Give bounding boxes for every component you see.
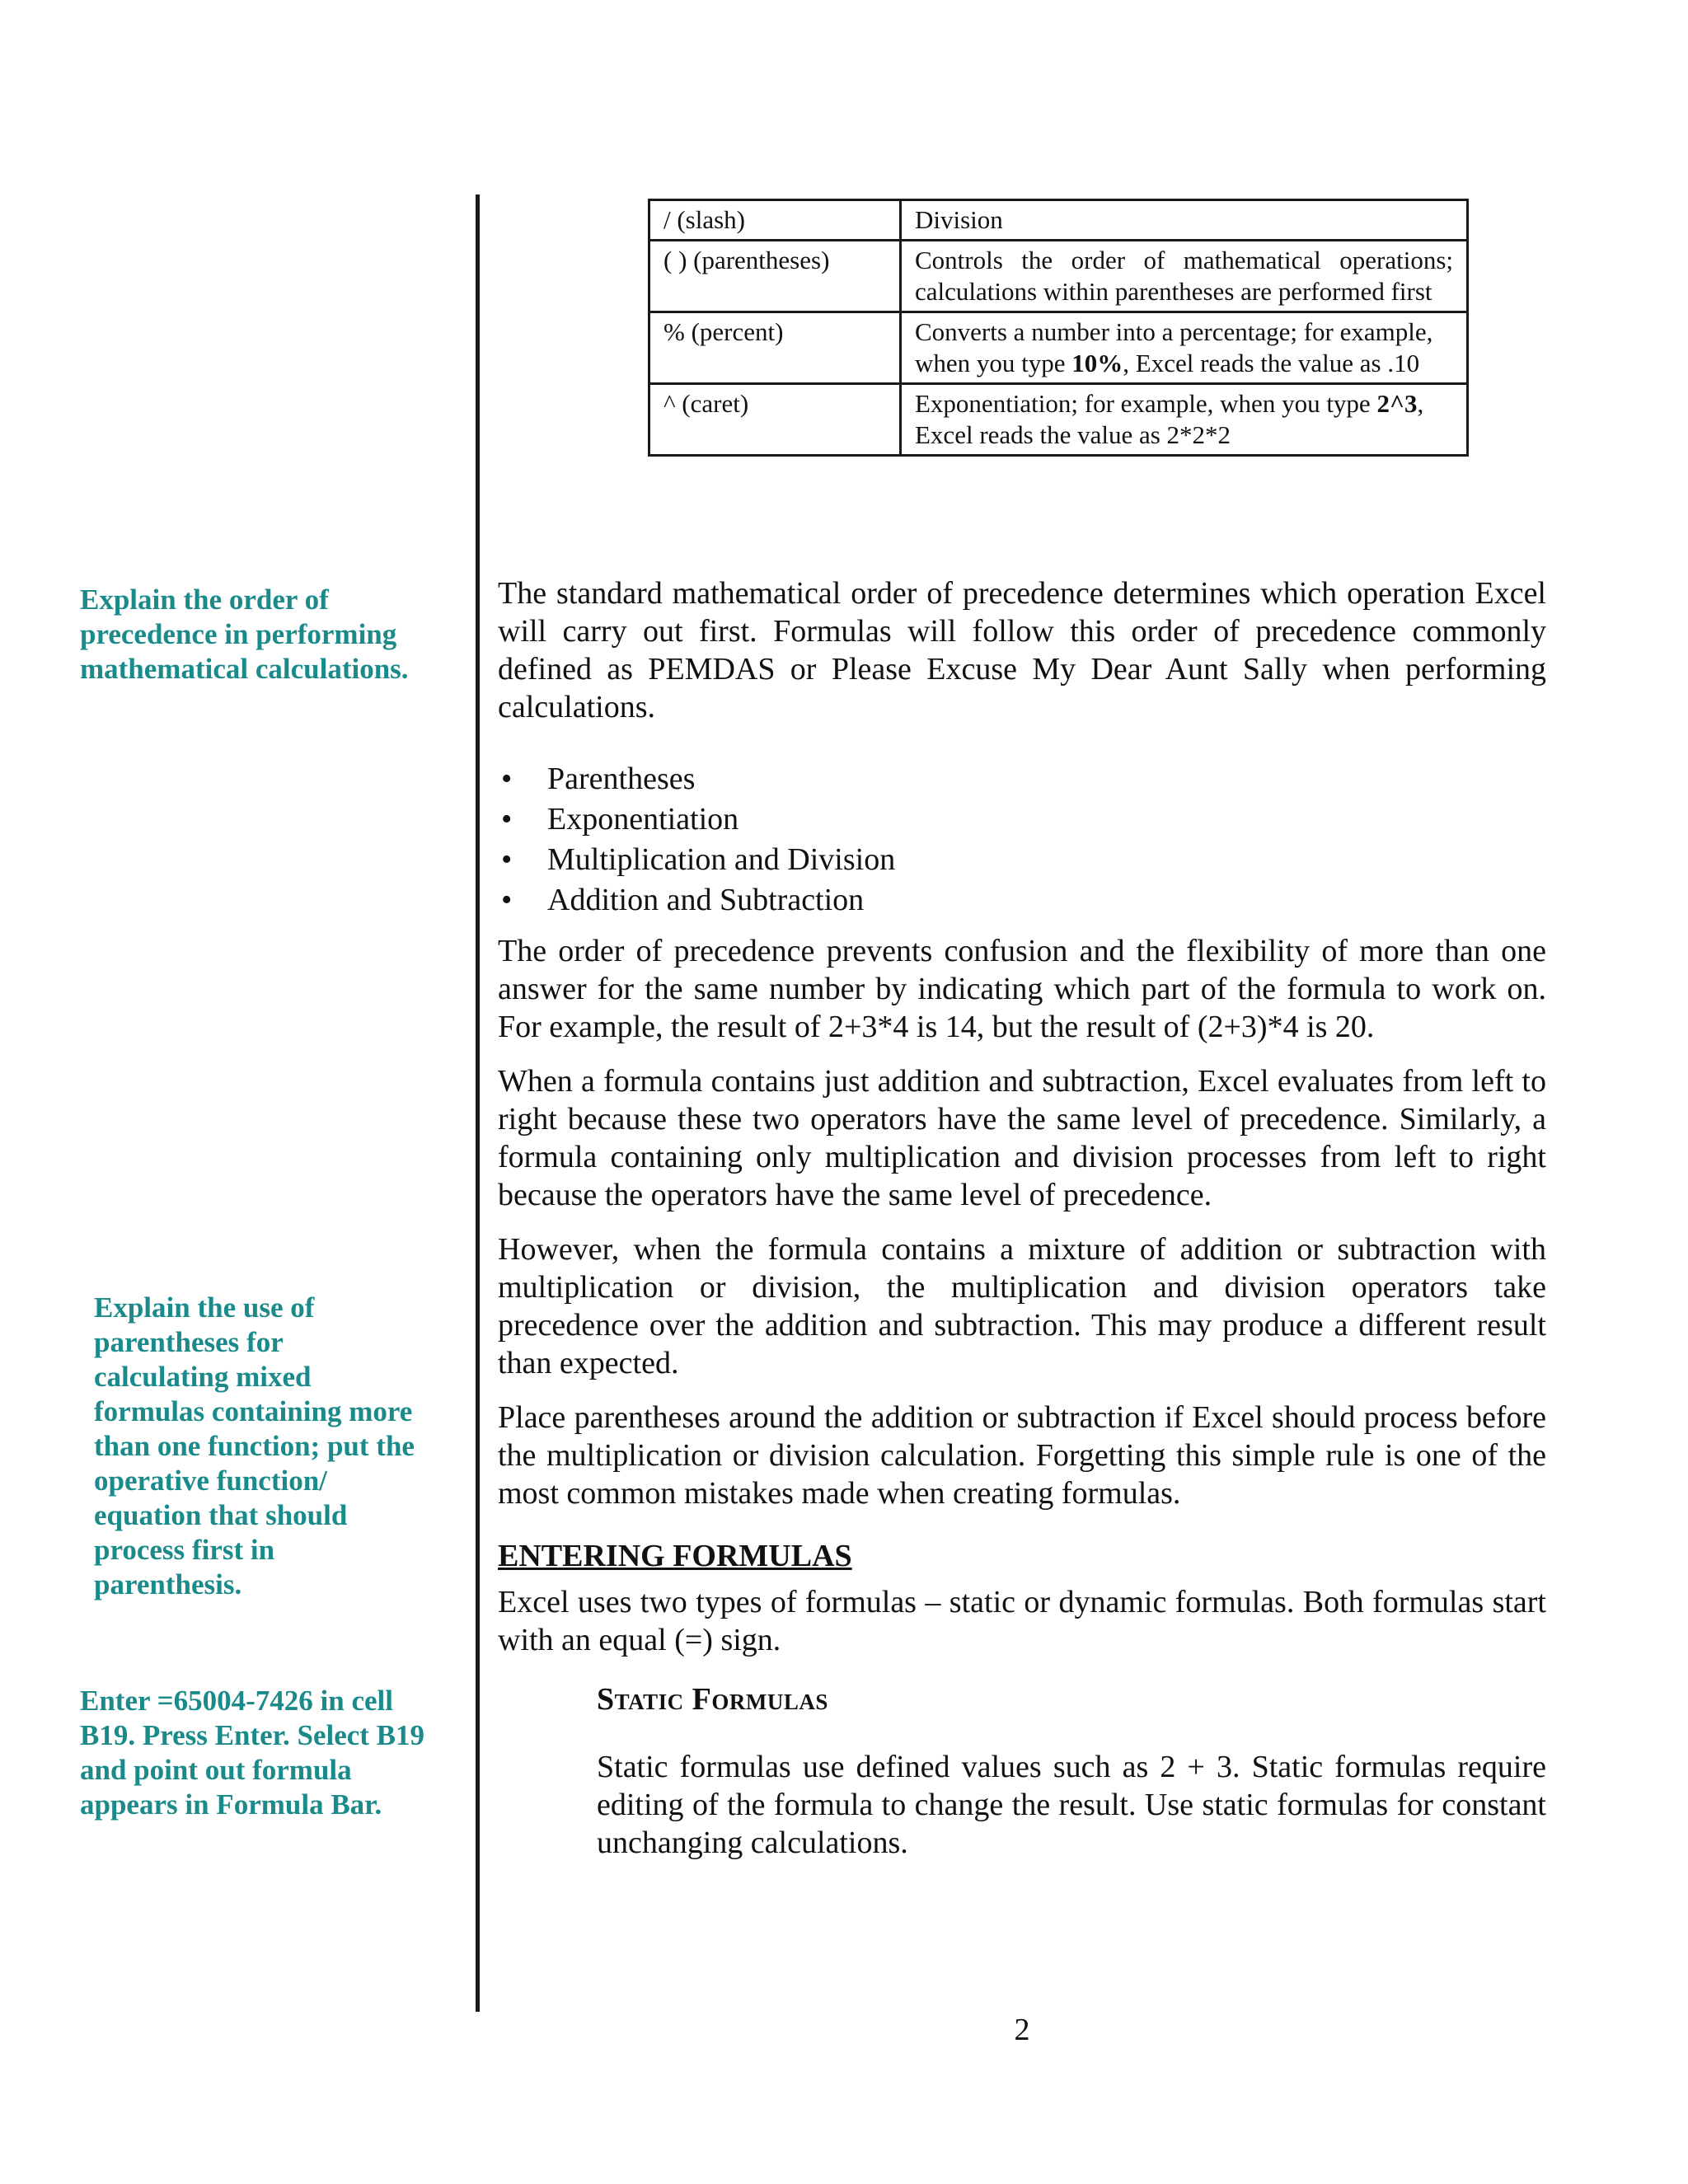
- operator-cell: ( ) (parentheses): [649, 241, 901, 312]
- description-cell: [901, 312, 1468, 384]
- static-formulas-paragraph: Static formulas use defined values such as 2 + 3. Static formulas require editing of the formula to change the result. Use static formulas for constant unchanging calculations.: [597, 1750, 1546, 1860]
- list-item: [498, 799, 1546, 840]
- bullet-icon: •: [501, 883, 513, 917]
- side-note-parentheses: Explain the use of parentheses for calculating mixed formulas containing more than one function; put the operative function/ equation that should process first in parenthesis.: [94, 1291, 415, 1601]
- description-bold-value: 2^3: [1376, 389, 1418, 418]
- description-text: Converts a number into a percentage; for example, when you type: [915, 317, 1433, 377]
- intro-paragraph: The standard mathematical order of precedence determines which operation Excel will carry out first. Formulas will follow this order of precedence commonly defined as PEMDAS or Please Excuse My Dear Aunt Sally when performing calculations.: [498, 576, 1546, 724]
- list-item-label: Addition and Subtraction: [547, 883, 865, 917]
- list-item: [498, 880, 1546, 921]
- side-note-order-of-precedence: Explain the order of precedence in performing mathematical calculations.: [80, 583, 409, 685]
- description-cell: Controls the order of mathematical operations; calculations within parentheses are performed first: [901, 241, 1468, 312]
- page-number: 2: [1014, 2013, 1030, 2047]
- list-item: [498, 840, 1546, 880]
- margin-divider-line: [476, 194, 480, 2012]
- operator-cell: / (slash): [649, 200, 901, 241]
- subsection-heading: Static Formulas: [597, 1682, 828, 1717]
- list-item-label: Parentheses: [547, 762, 696, 796]
- list-item-label: Exponentiation: [547, 802, 739, 837]
- operators-table: [648, 199, 1469, 457]
- bullet-icon: •: [501, 802, 513, 837]
- description-cell: Division: [901, 200, 1468, 241]
- order-paragraph: The order of precedence prevents confusion and the flexibility of more than one answer for the same number by indicating which part of the formula to work on. For example, the result of 2+3*4 is 14, but the result of (2+3)*4 is 20.: [498, 934, 1546, 1044]
- side-note-enter-formula: Enter =65004-7426 in cell B19. Press Enter. Select B19 and point out formula appears in Formula Bar.: [80, 1685, 425, 1821]
- section-heading: ENTERING FORMULAS: [498, 1539, 852, 1573]
- description-text: Exponentiation; for example, when you type: [915, 389, 1377, 418]
- precedence-list: [498, 759, 1546, 921]
- main-text-column: [498, 574, 1546, 1862]
- list-item: [498, 759, 1546, 799]
- operator-cell: % (percent): [649, 312, 901, 384]
- bullet-icon: •: [501, 842, 513, 877]
- table-row: [649, 200, 1468, 241]
- mixture-paragraph: However, when the formula contains a mixture of addition or subtraction with multiplication or division, the multiplication and division operators take precedence over the addition and subtraction. This may produce a different result than expected.: [498, 1232, 1546, 1380]
- description-cell: [901, 384, 1468, 456]
- left-to-right-paragraph: When a formula contains just addition and subtraction, Excel evaluates from left to right because these two operators have the same level of precedence. Similarly, a formula containing only multiplication and division processes from left to right because the operators have the same level of precedence.: [498, 1064, 1546, 1212]
- bullet-icon: •: [501, 762, 513, 796]
- operator-cell: ^ (caret): [649, 384, 901, 456]
- parentheses-paragraph: Place parentheses around the addition or subtraction if Excel should process before the multiplication or division calculation. Forgetting this simple rule is one of the most common mistakes made when creating formulas.: [498, 1400, 1546, 1511]
- description-text: , Excel reads the value as .10: [1123, 349, 1420, 377]
- formula-types-paragraph: Excel uses two types of formulas – static or dynamic formulas. Both formulas start with an equal (=) sign.: [498, 1585, 1546, 1657]
- list-item-label: Multiplication and Division: [547, 842, 896, 877]
- description-text: , Excel reads the value as 2*2*2: [915, 389, 1424, 449]
- description-bold-value: 10%: [1071, 349, 1123, 377]
- table-row: [649, 312, 1468, 384]
- table-row: [649, 241, 1468, 312]
- table-row: [649, 384, 1468, 456]
